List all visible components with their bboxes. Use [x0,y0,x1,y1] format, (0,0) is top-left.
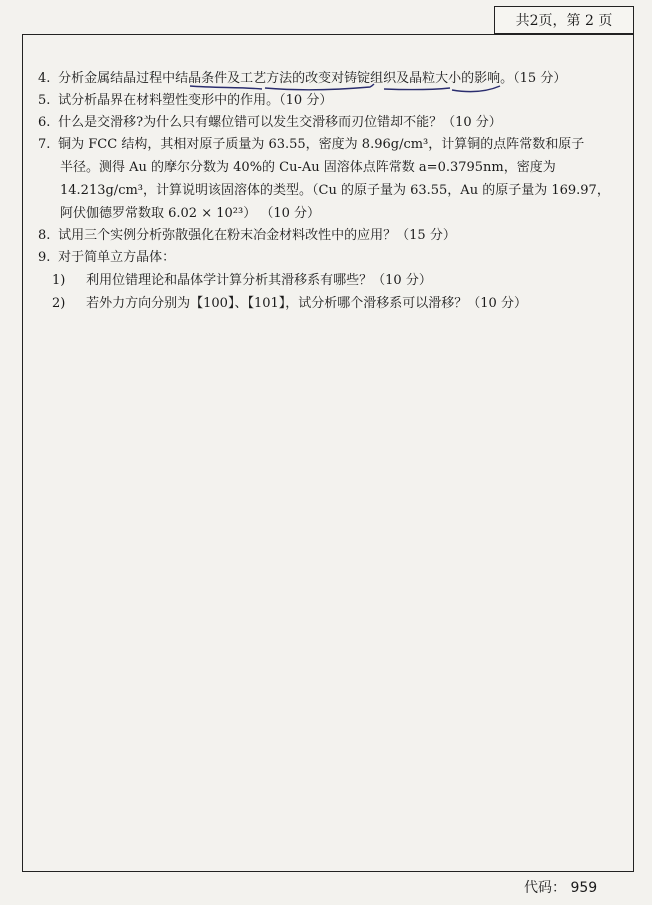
question-text: 什么是交滑移?为什么只有螺位错可以发生交滑移而刃位错却不能？（10 分） [58,115,502,130]
question-4 [38,68,628,90]
question-7 [38,134,628,156]
question-number: 9. [38,250,51,265]
sub-question-number: 2) [52,296,66,311]
question-number: 5. [38,93,51,108]
question-number: 8. [38,228,51,243]
question-number: 4. [38,71,51,86]
question-9 [38,247,628,269]
question-text: 试分析晶界在材料塑性变形中的作用。（10 分） [58,93,333,108]
exam-code [524,877,597,897]
page-indicator [494,6,634,34]
sub-question-text: 利用位错理论和晶体学计算分析其滑移系有哪些？（10 分） [86,273,432,288]
question-text: 铜为 FCC 结构，其相对原子质量为 63.55，密度为 8.96g/cm³，计算铜的点阵常数和原子 [58,137,585,152]
question-5 [38,90,628,112]
question-7-line-3: 14.213g/cm³，计算说明该固溶体的类型。（Cu 的原子量为 63.55，Au 的原子量为 169.97， [60,183,610,198]
question-number: 6. [38,115,51,130]
page-indicator-text: 共2页，第 2 页 [515,13,613,29]
question-text: 对于简单立方晶体： [58,250,176,265]
question-number: 7. [38,137,51,152]
question-list [38,68,628,315]
question-8 [38,225,628,247]
sub-question-number: 1) [52,273,66,288]
exam-code-value: 959 [570,880,598,896]
sub-question-text: 若外力方向分别为【100】、【101】，试分析哪个滑移系可以滑移？（10 分） [86,296,527,311]
question-7-line-4: 阿伏伽德罗常数取 6.02 × 10²³） （10 分） [60,206,321,221]
question-text: 试用三个实例分析弥散强化在粉末冶金材料改性中的应用？（15 分） [58,228,456,243]
exam-code-label: 代码： [524,880,566,896]
question-6 [38,112,628,134]
question-9-sub-2 [38,292,628,315]
question-7-line-2: 半径。测得 Au 的摩尔分数为 40%的 Cu-Au 固溶体点阵常数 a=0.3795nm，密度为 [60,160,556,175]
question-9-sub-1 [38,269,628,292]
question-text: 分析金属结晶过程中结晶条件及工艺方法的改变对铸锭组织及晶粒大小的影响。（15 分） [58,71,567,86]
